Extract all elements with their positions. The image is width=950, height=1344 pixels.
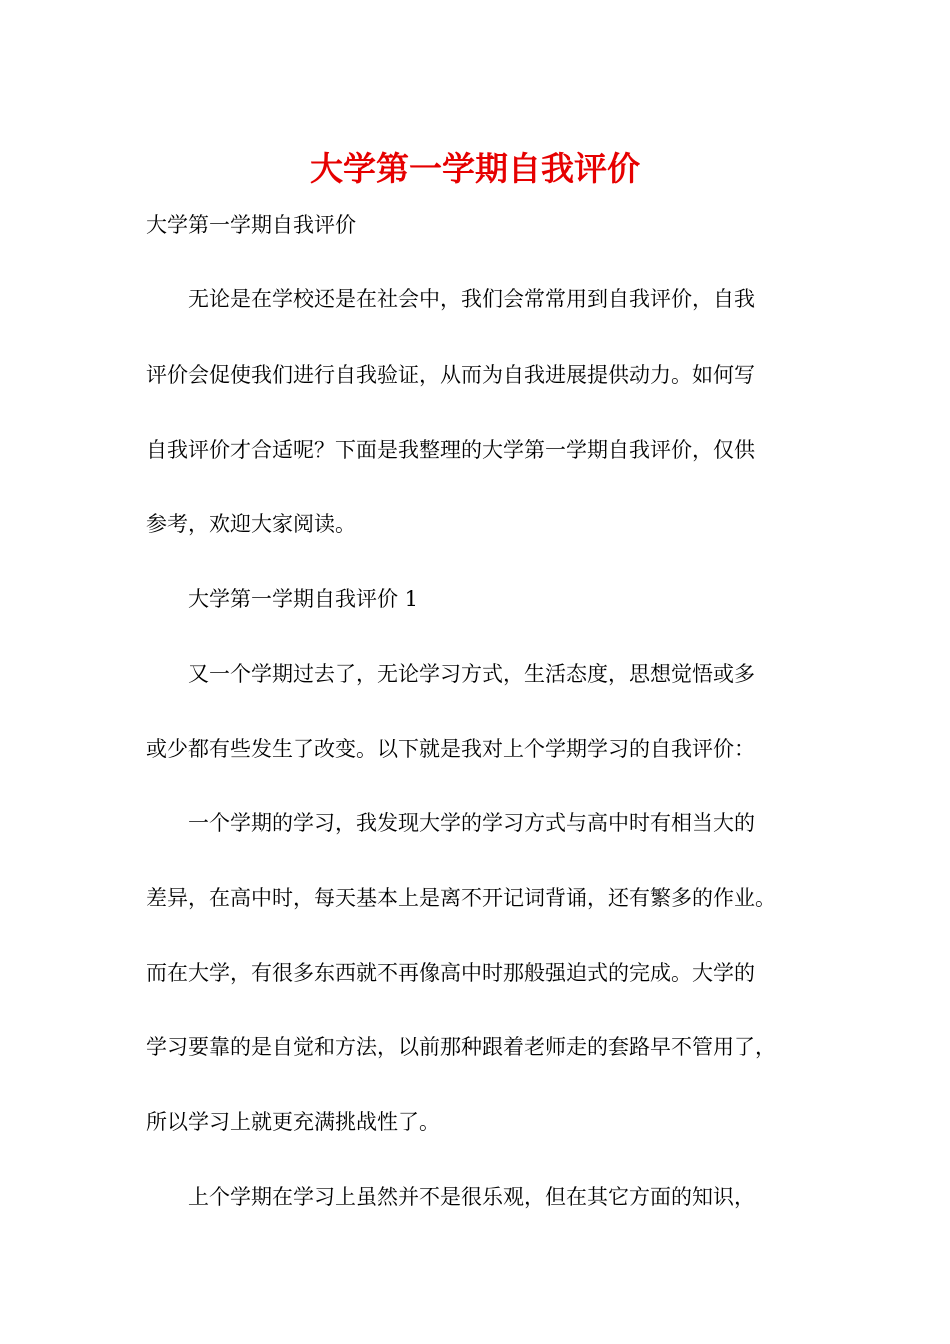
document-title: 大学第一学期自我评价 <box>310 149 640 188</box>
paragraph-line: 上个学期在学习上虽然并不是很乐观，但在其它方面的知识， <box>188 1185 755 1209</box>
paragraph-line: 或少都有些发生了改变。以下就是我对上个学期学习的自我评价： <box>146 737 755 761</box>
paragraph-line: 而在大学，有很多东西就不再像高中时那般强迫式的完成。大学的 <box>146 961 755 985</box>
paragraph-line: 评价会促使我们进行自我验证，从而为自我进展提供动力。如何写 <box>146 363 755 387</box>
paragraph-line: 所以学习上就更充满挑战性了。 <box>146 1110 440 1134</box>
document-subtitle: 大学第一学期自我评价 <box>146 213 356 237</box>
paragraph-line: 学习要靠的是自觉和方法，以前那种跟着老师走的套路早不管用了， <box>146 1035 776 1059</box>
paragraph-line: 参考，欢迎大家阅读。 <box>146 512 356 536</box>
paragraph-line: 一个学期的学习，我发现大学的学习方式与高中时有相当大的 <box>188 811 755 835</box>
section-heading: 大学第一学期自我评价 1 <box>188 587 419 611</box>
paragraph-line: 自我评价才合适呢？下面是我整理的大学第一学期自我评价，仅供 <box>146 438 755 462</box>
paragraph-line: 无论是在学校还是在社会中，我们会常常用到自我评价，自我 <box>188 287 755 311</box>
paragraph-line: 差异，在高中时，每天基本上是离不开记词背诵，还有繁多的作业。 <box>146 886 776 910</box>
paragraph-line: 又一个学期过去了，无论学习方式，生活态度，思想觉悟或多 <box>188 662 755 686</box>
